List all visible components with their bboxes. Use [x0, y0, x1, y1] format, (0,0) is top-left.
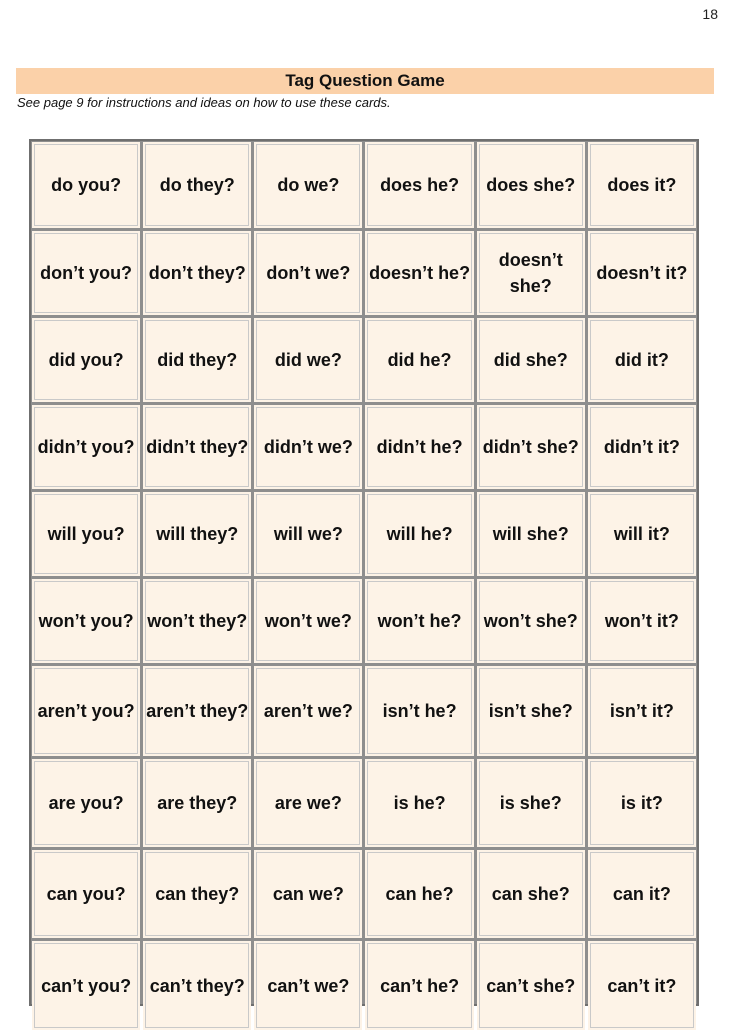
- tag-card: didn’t they?: [143, 405, 251, 489]
- tag-card: will you?: [32, 492, 140, 576]
- tag-card: aren’t they?: [143, 666, 251, 756]
- tag-card: are they?: [143, 759, 251, 847]
- tag-card: can’t she?: [477, 941, 585, 1030]
- tag-card: didn’t it?: [588, 405, 696, 489]
- tag-card: doesn’t he?: [365, 231, 473, 315]
- tag-card: will she?: [477, 492, 585, 576]
- tag-card: won’t it?: [588, 579, 696, 663]
- tag-card: aren’t you?: [32, 666, 140, 756]
- tag-card: did we?: [254, 318, 362, 402]
- page-title: Tag Question Game: [16, 68, 714, 94]
- tag-card: will he?: [365, 492, 473, 576]
- tag-card: will they?: [143, 492, 251, 576]
- card-grid: [29, 139, 699, 1006]
- tag-card: can’t we?: [254, 941, 362, 1030]
- tag-card: is he?: [365, 759, 473, 847]
- tag-card: won’t he?: [365, 579, 473, 663]
- tag-card: doesn’t she?: [477, 231, 585, 315]
- page-number: 18: [702, 6, 718, 22]
- tag-card: will it?: [588, 492, 696, 576]
- tag-card: are you?: [32, 759, 140, 847]
- tag-card: does it?: [588, 142, 696, 228]
- tag-card: is it?: [588, 759, 696, 847]
- tag-card: do they?: [143, 142, 251, 228]
- tag-card: did it?: [588, 318, 696, 402]
- tag-card: can she?: [477, 850, 585, 938]
- tag-card: didn’t she?: [477, 405, 585, 489]
- tag-card: did they?: [143, 318, 251, 402]
- tag-card: can you?: [32, 850, 140, 938]
- tag-card: can’t he?: [365, 941, 473, 1030]
- tag-card: don’t you?: [32, 231, 140, 315]
- tag-card: can we?: [254, 850, 362, 938]
- tag-card: can they?: [143, 850, 251, 938]
- tag-card: isn’t it?: [588, 666, 696, 756]
- tag-card: do we?: [254, 142, 362, 228]
- tag-card: won’t they?: [143, 579, 251, 663]
- tag-card: can’t it?: [588, 941, 696, 1030]
- tag-card: isn’t he?: [365, 666, 473, 756]
- tag-card: can’t they?: [143, 941, 251, 1030]
- tag-card: didn’t you?: [32, 405, 140, 489]
- tag-card: can’t you?: [32, 941, 140, 1030]
- tag-card: did he?: [365, 318, 473, 402]
- tag-card: did you?: [32, 318, 140, 402]
- tag-card: won’t she?: [477, 579, 585, 663]
- tag-card: aren’t we?: [254, 666, 362, 756]
- tag-card: don’t they?: [143, 231, 251, 315]
- tag-card: do you?: [32, 142, 140, 228]
- tag-card: won’t you?: [32, 579, 140, 663]
- tag-card: didn’t we?: [254, 405, 362, 489]
- tag-card: didn’t he?: [365, 405, 473, 489]
- tag-card: did she?: [477, 318, 585, 402]
- instructions-note: See page 9 for instructions and ideas on how to use these cards.: [17, 95, 391, 110]
- tag-card: don’t we?: [254, 231, 362, 315]
- tag-card: does she?: [477, 142, 585, 228]
- tag-card: isn’t she?: [477, 666, 585, 756]
- tag-card: will we?: [254, 492, 362, 576]
- tag-card: does he?: [365, 142, 473, 228]
- tag-card: can he?: [365, 850, 473, 938]
- tag-card: can it?: [588, 850, 696, 938]
- tag-card: are we?: [254, 759, 362, 847]
- tag-card: won’t we?: [254, 579, 362, 663]
- tag-card: is she?: [477, 759, 585, 847]
- tag-card: doesn’t it?: [588, 231, 696, 315]
